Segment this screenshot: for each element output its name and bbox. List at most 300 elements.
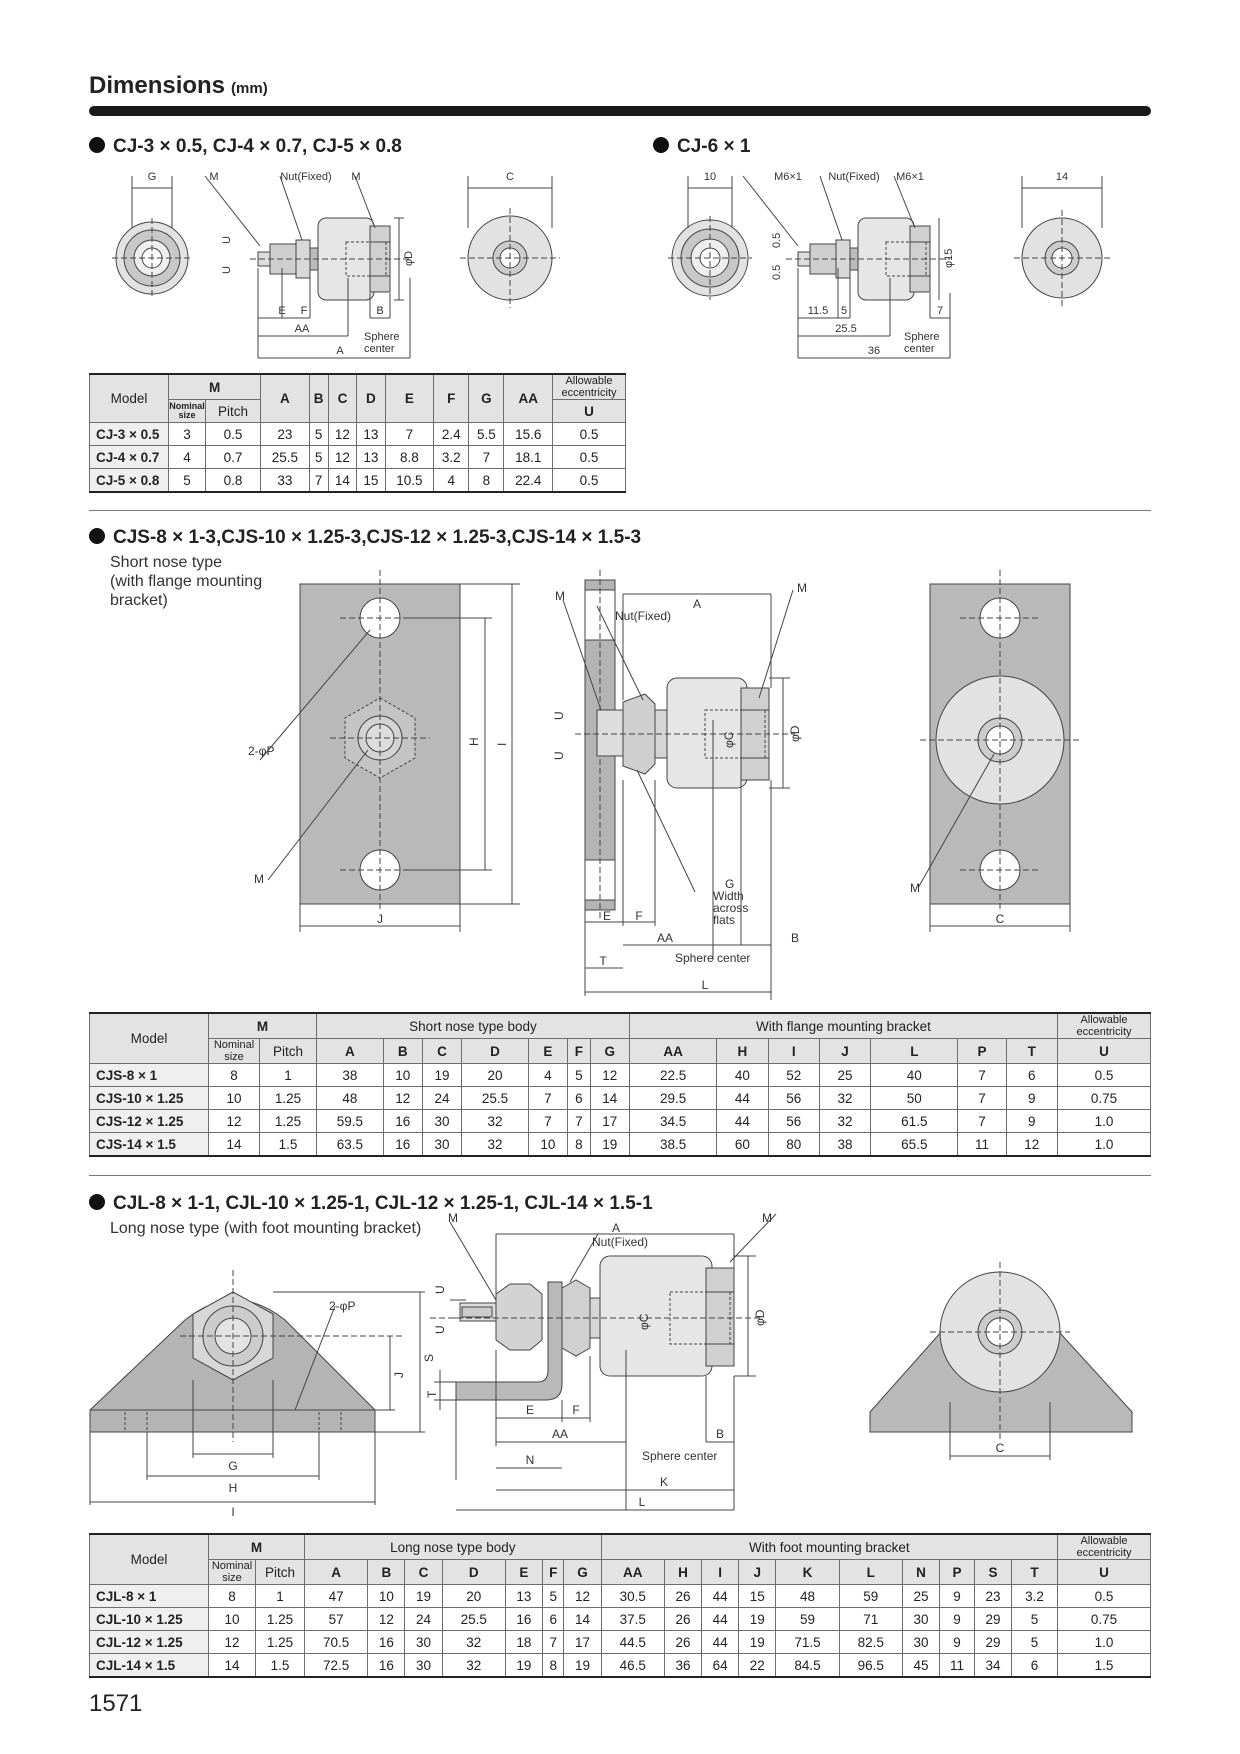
table-cell: 7 [543, 1631, 564, 1654]
table-cell: 24 [405, 1608, 442, 1631]
table-cell: 7 [568, 1110, 591, 1133]
table-cell: 29 [974, 1631, 1011, 1654]
table-cell: 0.5 [1058, 1585, 1151, 1608]
table-cell: CJS-10 × 1.25 [90, 1087, 209, 1110]
table-cell: 0.7 [206, 446, 261, 469]
table-cell: 7 [958, 1110, 1006, 1133]
dim-t-label: T [425, 1390, 439, 1398]
table-cell: 45 [902, 1654, 939, 1678]
hole-2p-label: 2-φP [248, 744, 275, 758]
subtitle-line: bracket) [110, 592, 168, 609]
table-cell: 50 [871, 1087, 958, 1110]
table-cell: 9 [1006, 1110, 1058, 1133]
flange-bracket-front-drawing [230, 570, 530, 940]
cjs-dimension-table [89, 1012, 1151, 1157]
thread-m-label: M [254, 872, 264, 886]
dim-j-label: J [377, 912, 383, 926]
dim-h-label: H [467, 737, 481, 746]
table-cell: 32 [462, 1133, 529, 1157]
thread-m2-label: M [762, 1211, 772, 1225]
table-cell: 8.8 [385, 446, 433, 469]
table-cell: 38 [819, 1133, 870, 1157]
dim-e-label: E [525, 1403, 535, 1417]
table-cell: 1.0 [1058, 1631, 1151, 1654]
cj-dimension-table [89, 373, 626, 493]
dim-u2-label: U [221, 266, 233, 274]
table-cell: 29.5 [629, 1087, 716, 1110]
table-cell: 6 [1006, 1064, 1058, 1087]
col-pitch: Pitch [206, 400, 261, 423]
table-cell: 64 [702, 1654, 739, 1678]
table-cell: 1 [256, 1585, 305, 1608]
flats-label: flats [713, 913, 736, 927]
table-cell: 63.5 [317, 1133, 384, 1157]
table-cell: 0.75 [1058, 1087, 1151, 1110]
thread-m-label: M [910, 881, 920, 895]
foot-bracket-front-drawing [85, 1270, 445, 1519]
table-cell: 48 [317, 1087, 384, 1110]
table-cell: 44 [702, 1631, 739, 1654]
table-cell: 12 [328, 446, 356, 469]
table-cell: 13 [357, 446, 385, 469]
col-nominal [169, 400, 206, 423]
table-cell: CJ-5 × 0.8 [90, 469, 169, 493]
allowable-label: Allowable eccentricity [561, 375, 617, 399]
table-cell: 30.5 [601, 1585, 664, 1608]
table-cell: 23 [974, 1585, 1011, 1608]
table-cell: 26 [664, 1608, 701, 1631]
dim-10-label: 10 [703, 171, 717, 183]
table-cell: 44.5 [601, 1631, 664, 1654]
thread-m-right-label: M [797, 581, 807, 595]
table-row [90, 1133, 1151, 1157]
table-cell: 18 [505, 1631, 542, 1654]
table-cell: 0.5 [206, 423, 261, 446]
table-cell: 3.2 [434, 446, 469, 469]
table-cell: 10 [383, 1064, 422, 1087]
dim-h-label: H [228, 1481, 238, 1495]
table-cell: 65.5 [871, 1133, 958, 1157]
thread-m-label: M [448, 1211, 458, 1225]
foot-bracket-side-drawing [425, 1210, 850, 1530]
dim-g-label: G [147, 171, 157, 183]
table-cell: 7 [469, 446, 504, 469]
table-cell: 30 [405, 1631, 442, 1654]
table-cell: 22.5 [629, 1064, 716, 1087]
section-divider [89, 1175, 1151, 1176]
dim-g-label: G [228, 1459, 238, 1473]
col-f: F [434, 374, 469, 423]
table-cell: 24 [422, 1087, 461, 1110]
table-cell: 36 [664, 1654, 701, 1678]
col-i: I [702, 1560, 739, 1585]
dim-e-label: E [278, 305, 286, 317]
table-cell: 61.5 [871, 1110, 958, 1133]
table-cell: 7 [528, 1110, 567, 1133]
section1-right-title [653, 136, 750, 158]
table-cell: 19 [564, 1654, 601, 1678]
dim-c-label: φC [722, 731, 736, 748]
col-g: G [590, 1039, 629, 1064]
flange-bracket-rear-drawing [890, 570, 1110, 940]
dim-14-label: 14 [1055, 171, 1069, 183]
table-cell: 70.5 [305, 1631, 368, 1654]
table-cell: 14 [564, 1608, 601, 1631]
table-cell: 26 [664, 1631, 701, 1654]
cj6-drawing [668, 168, 1138, 364]
section1-left-title [89, 136, 402, 158]
table-cell: 19 [590, 1133, 629, 1157]
table-cell: 8 [469, 469, 504, 493]
col-u: U [1058, 1039, 1151, 1064]
table-cell: 7 [385, 423, 433, 446]
table-cell: 8 [209, 1064, 260, 1087]
col-n: N [902, 1560, 939, 1585]
thread-m6b-label: M6×1 [896, 171, 924, 183]
title-text: Dimensions [89, 72, 226, 99]
nut-fixed-label: Nut(Fixed) [828, 171, 880, 183]
table-cell: 10 [209, 1087, 260, 1110]
col-d: D [357, 374, 385, 423]
table-cell: 9 [1006, 1087, 1058, 1110]
table-cell: 44 [717, 1087, 768, 1110]
table-cell: 12 [328, 423, 356, 446]
table-row [90, 1110, 1151, 1133]
col-u: U [1058, 1560, 1151, 1585]
table-row [90, 1631, 1151, 1654]
table-cell: 1.0 [1058, 1110, 1151, 1133]
table-cell: 59.5 [317, 1110, 384, 1133]
section3-title-text: CJL-8 × 1-1, CJL-10 × 1.25-1, CJL-12 × 1.25-1, CJL-14 × 1.5-1 [113, 1193, 653, 1214]
dim-a-label: A [336, 345, 344, 357]
table-cell: 32 [819, 1087, 870, 1110]
table-cell: 40 [717, 1064, 768, 1087]
table-cell: 9 [940, 1631, 975, 1654]
table-row [90, 423, 626, 446]
bullet-icon [89, 1194, 105, 1210]
dim-05-label: 0.5 [771, 232, 783, 248]
col-m: M [209, 1013, 317, 1039]
col-model: Model [90, 1013, 209, 1064]
bullet-icon [89, 137, 105, 153]
dim-f-label: F [300, 305, 308, 317]
dim-u-label: U [433, 1285, 447, 1294]
col-f: F [568, 1039, 591, 1064]
table-cell: 57 [305, 1608, 368, 1631]
table-cell: 33 [261, 469, 309, 493]
table-cell: 25.5 [442, 1608, 505, 1631]
col-m: M [209, 1534, 305, 1560]
table-cell: 32 [442, 1631, 505, 1654]
thread-m-top-label: M [555, 589, 565, 603]
dim-05b-label: 0.5 [771, 264, 783, 280]
table-cell: 5 [1012, 1631, 1058, 1654]
thread-m6-label: M6×1 [774, 171, 802, 183]
col-t: T [1006, 1039, 1058, 1064]
col-b: B [368, 1560, 405, 1585]
col-h: H [717, 1039, 768, 1064]
table-cell: 16 [368, 1631, 405, 1654]
table-cell: 34.5 [629, 1110, 716, 1133]
col-p: P [958, 1039, 1006, 1064]
table-cell: 44 [717, 1110, 768, 1133]
col-model: Model [90, 374, 169, 423]
table-cell: 1.25 [256, 1608, 305, 1631]
table-cell: 44 [702, 1608, 739, 1631]
col-u: U [553, 400, 626, 423]
table-row [90, 1608, 1151, 1631]
table-cell: 12 [590, 1064, 629, 1087]
table-cell: 3.2 [1012, 1585, 1058, 1608]
dim-u2-label: U [552, 751, 566, 760]
table-cell: 9 [940, 1585, 975, 1608]
table-cell: 38 [317, 1064, 384, 1087]
table-cell: 1.5 [260, 1133, 317, 1157]
table-cell: 40 [871, 1064, 958, 1087]
table-cell: 96.5 [839, 1654, 902, 1678]
page-number: 1571 [89, 1690, 143, 1717]
table-cell: 1.25 [260, 1087, 317, 1110]
center-label: center [904, 343, 935, 355]
dim-d-label: φD [403, 250, 415, 266]
table-cell: 48 [776, 1585, 839, 1608]
table-cell: 5 [543, 1585, 564, 1608]
col-a: A [261, 374, 309, 423]
table-cell: 0.5 [553, 446, 626, 469]
subtitle-line: (with flange mounting [110, 573, 263, 590]
dim-s-label: S [422, 1353, 436, 1362]
sphere-center-label: Sphere center [675, 951, 751, 965]
table-cell: 20 [462, 1064, 529, 1087]
col-model: Model [90, 1534, 209, 1585]
nominal-label: Nominal size [213, 1039, 255, 1063]
col-nominal [209, 1039, 260, 1064]
dim-g-label: G [725, 877, 735, 891]
table-cell: 25 [819, 1064, 870, 1087]
table-cell: 16 [505, 1608, 542, 1631]
table-cell: 16 [368, 1654, 405, 1678]
table-cell: 1.25 [260, 1110, 317, 1133]
section3-subtitle: Long nose type (with foot mounting bracket) [110, 1220, 422, 1237]
dim-a-label: A [611, 1221, 621, 1235]
col-group-body: Short nose type body [317, 1013, 630, 1039]
table-cell: 71 [839, 1608, 902, 1631]
dim-f-label: F [572, 1403, 580, 1417]
table-row [90, 446, 626, 469]
table-row [90, 1654, 1151, 1678]
table-cell: 14 [328, 469, 356, 493]
dim-i-label: I [231, 1505, 235, 1519]
dim-c-label: C [995, 912, 1005, 926]
cj-small-drawing [110, 168, 570, 364]
dim-255-label: 25.5 [835, 323, 857, 335]
table-cell: 25.5 [261, 446, 309, 469]
col-e: E [385, 374, 433, 423]
nut-fixed-label: Nut(Fixed) [592, 1235, 649, 1249]
nominal-label: Nominal size [211, 1560, 253, 1584]
table-cell: 14 [209, 1654, 256, 1678]
table-cell: 19 [422, 1064, 461, 1087]
table-cell: CJS-8 × 1 [90, 1064, 209, 1087]
table-cell: 59 [839, 1585, 902, 1608]
section1-left-title-text: CJ-3 × 0.5, CJ-4 × 0.7, CJ-5 × 0.8 [113, 136, 402, 157]
table-row [90, 1087, 1151, 1110]
table-cell: 1.5 [1058, 1654, 1151, 1678]
col-j: J [819, 1039, 870, 1064]
table-row [90, 1064, 1151, 1087]
table-cell: 0.75 [1058, 1608, 1151, 1631]
section-divider [89, 510, 1151, 511]
table-cell: 72.5 [305, 1654, 368, 1678]
dim-5-label: 5 [840, 305, 848, 317]
table-cell: 30 [422, 1110, 461, 1133]
dim-36-label: 36 [867, 345, 881, 357]
table-cell: 60 [717, 1133, 768, 1157]
table-cell: 0.5 [1058, 1064, 1151, 1087]
col-allowable [1058, 1534, 1151, 1560]
col-a: A [305, 1560, 368, 1585]
col-aa: AA [504, 374, 553, 423]
col-g: G [469, 374, 504, 423]
across-label: across [713, 901, 749, 915]
col-allowable [1058, 1013, 1151, 1039]
table-cell: 6 [568, 1087, 591, 1110]
col-d: D [462, 1039, 529, 1064]
col-aa: AA [601, 1560, 664, 1585]
table-cell: CJS-12 × 1.25 [90, 1110, 209, 1133]
dim-j-label: J [392, 1372, 406, 1378]
table-cell: 1 [260, 1064, 317, 1087]
table-cell: 16 [383, 1110, 422, 1133]
dim-a-label: A [692, 597, 702, 611]
cjl-dimension-table [89, 1533, 1151, 1678]
table-cell: 0.5 [553, 469, 626, 493]
col-group-bracket: With foot mounting bracket [601, 1534, 1057, 1560]
table-cell: 12 [383, 1087, 422, 1110]
table-cell: 6 [1012, 1654, 1058, 1678]
dim-u2-label: U [433, 1325, 447, 1334]
dim-e-label: E [602, 909, 612, 923]
table-cell: 32 [442, 1654, 505, 1678]
col-e: E [528, 1039, 567, 1064]
table-cell: 15 [357, 469, 385, 493]
dim-u-label: U [221, 236, 233, 244]
table-cell: 37.5 [601, 1608, 664, 1631]
table-cell: 56 [768, 1087, 819, 1110]
table-cell: 9 [940, 1608, 975, 1631]
table-cell: 19 [739, 1608, 776, 1631]
col-group-body: Long nose type body [305, 1534, 602, 1560]
table-cell: 5.5 [469, 423, 504, 446]
table-cell: CJL-10 × 1.25 [90, 1608, 209, 1631]
dim-aa-label: AA [656, 931, 674, 945]
table-cell: 25 [902, 1585, 939, 1608]
table-cell: 11 [958, 1133, 1006, 1157]
table-cell: 1.25 [256, 1631, 305, 1654]
table-cell: 18.1 [504, 446, 553, 469]
dim-d-label: φD [753, 1309, 767, 1326]
dim-115-label: 11.5 [807, 305, 829, 317]
col-allowable [553, 374, 626, 400]
table-cell: 17 [590, 1110, 629, 1133]
col-t: T [1012, 1560, 1058, 1585]
table-cell: CJ-3 × 0.5 [90, 423, 169, 446]
col-f: F [543, 1560, 564, 1585]
bullet-icon [89, 528, 105, 544]
table-cell: 5 [1012, 1608, 1058, 1631]
flange-bracket-side-drawing [545, 570, 865, 1010]
col-g: G [564, 1560, 601, 1585]
col-p: P [940, 1560, 975, 1585]
col-b: B [383, 1039, 422, 1064]
table-cell: 10 [528, 1133, 567, 1157]
table-cell: 8 [543, 1654, 564, 1678]
table-cell: 6 [543, 1608, 564, 1631]
table-cell: 84.5 [776, 1654, 839, 1678]
table-cell: 12 [209, 1631, 256, 1654]
center-label: center [364, 343, 395, 355]
table-cell: 8 [568, 1133, 591, 1157]
table-cell: 5 [309, 423, 328, 446]
table-row [90, 1585, 1151, 1608]
table-cell: 4 [528, 1064, 567, 1087]
table-cell: 32 [819, 1110, 870, 1133]
dim-c-label: C [995, 1441, 1005, 1455]
table-cell: 30 [902, 1608, 939, 1631]
table-cell: 59 [776, 1608, 839, 1631]
table-cell: 14 [209, 1133, 260, 1157]
col-s: S [974, 1560, 1011, 1585]
col-l: L [871, 1039, 958, 1064]
table-cell: CJL-14 × 1.5 [90, 1654, 209, 1678]
table-cell: 10.5 [385, 469, 433, 493]
table-cell: 7 [528, 1087, 567, 1110]
allowable-label: Allowable eccentricity [1076, 1014, 1132, 1038]
section2-title [89, 527, 641, 549]
width-label: Width [713, 889, 744, 903]
table-cell: 46.5 [601, 1654, 664, 1678]
table-cell: 8 [209, 1585, 256, 1608]
col-a: A [317, 1039, 384, 1064]
col-pitch: Pitch [256, 1560, 305, 1585]
dim-c-label: C [506, 171, 514, 183]
table-cell: 4 [434, 469, 469, 493]
dim-b-label: B [790, 931, 800, 945]
table-cell: 3 [169, 423, 206, 446]
table-cell: 10 [368, 1585, 405, 1608]
table-cell: CJ-4 × 0.7 [90, 446, 169, 469]
dim-m2-label: M [351, 171, 361, 183]
col-k: K [776, 1560, 839, 1585]
table-cell: 1.0 [1058, 1133, 1151, 1157]
table-cell: 13 [505, 1585, 542, 1608]
table-cell: 34 [974, 1654, 1011, 1678]
hole-2p-label: 2-φP [329, 1299, 356, 1313]
table-cell: 19 [505, 1654, 542, 1678]
col-b: B [309, 374, 328, 423]
table-cell: 2.4 [434, 423, 469, 446]
table-cell: 12 [209, 1110, 260, 1133]
dim-k-label: K [659, 1475, 669, 1489]
table-cell: 23 [261, 423, 309, 446]
table-cell: 5 [568, 1064, 591, 1087]
dim-u-label: U [552, 711, 566, 720]
table-cell: 30 [422, 1133, 461, 1157]
table-cell: 22 [739, 1654, 776, 1678]
table-cell: 38.5 [629, 1133, 716, 1157]
table-cell: 56 [768, 1110, 819, 1133]
col-pitch: Pitch [260, 1039, 317, 1064]
